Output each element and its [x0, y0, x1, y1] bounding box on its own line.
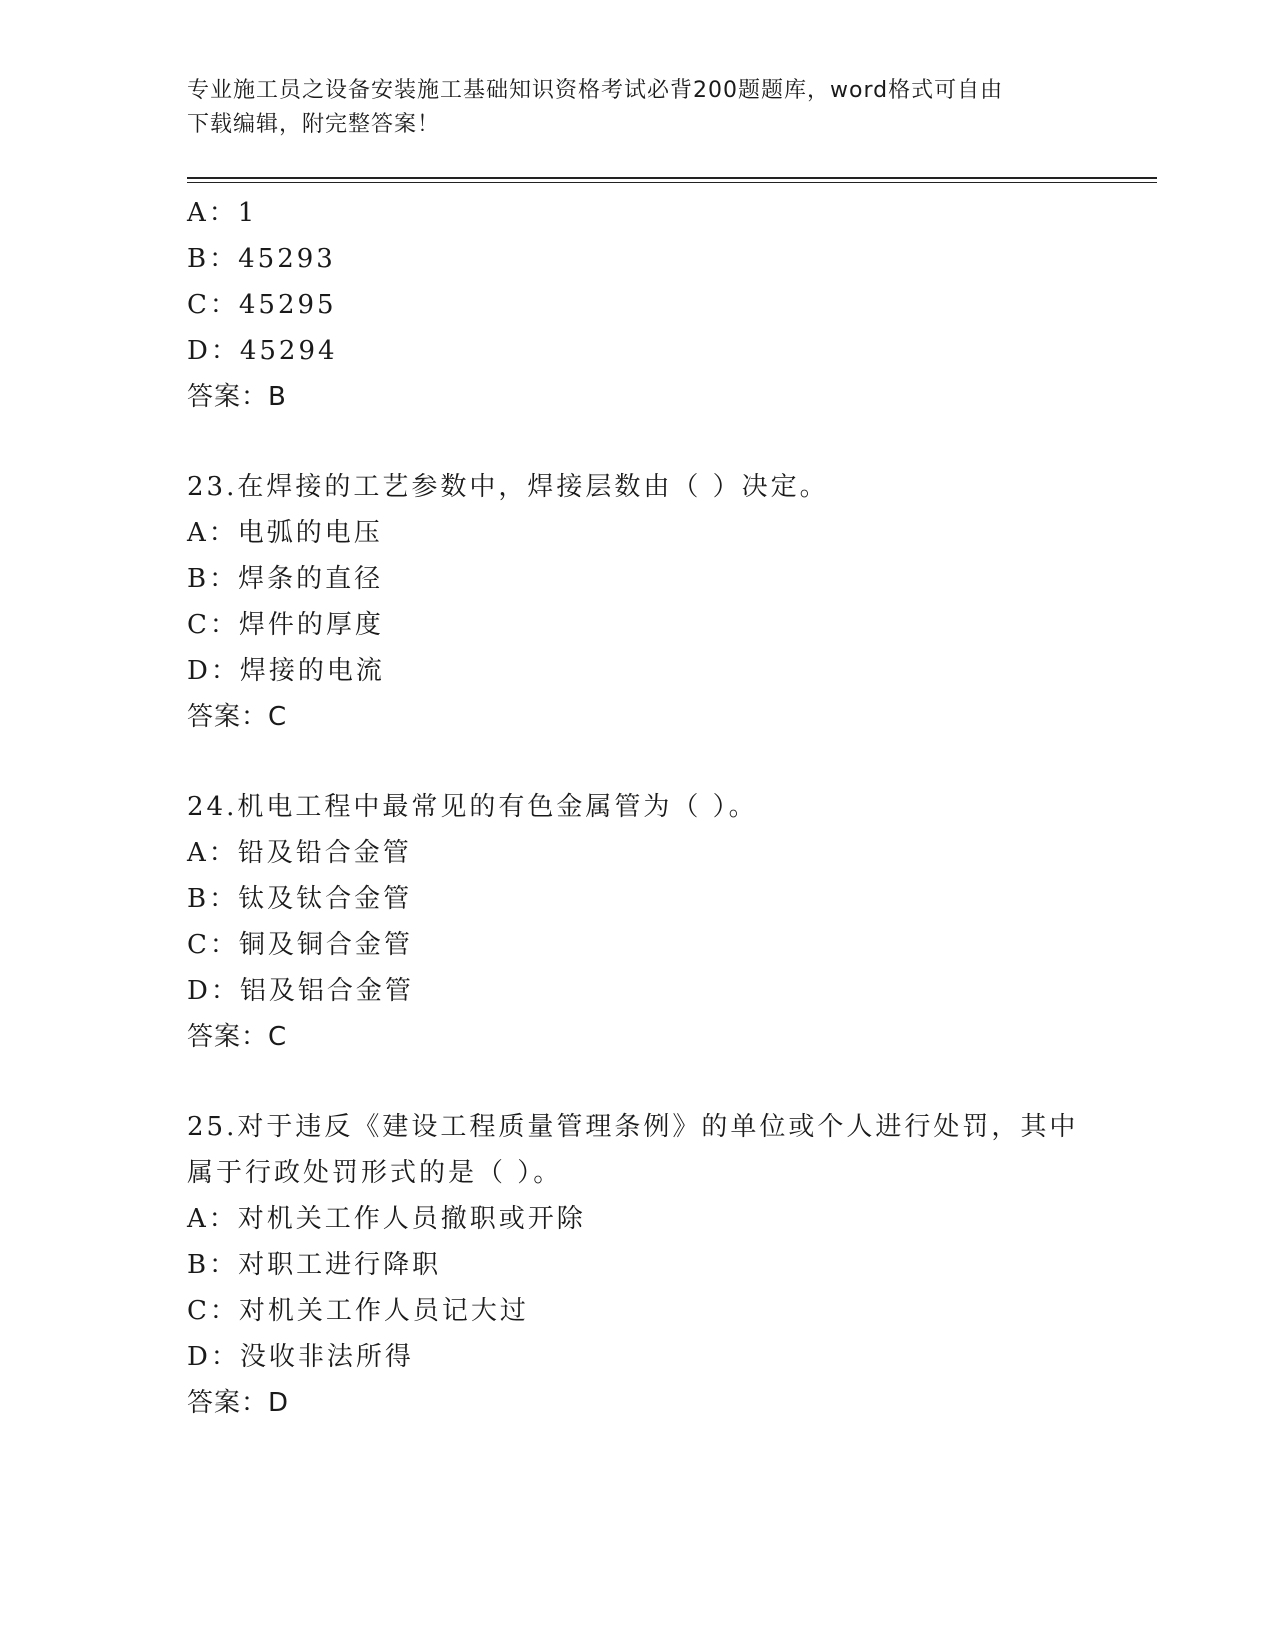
option-a: A：铅及铅合金管 [187, 838, 412, 868]
answer: 答案：C [187, 702, 288, 732]
question-stem-line-2: 属于行政处罚形式的是（ ）。 [187, 1158, 563, 1188]
option-a: A：1 [187, 198, 258, 228]
option-d: D：没收非法所得 [187, 1342, 414, 1372]
option-c: C：铜及铜合金管 [187, 930, 413, 960]
option-b: B：对职工进行降职 [187, 1250, 442, 1280]
question-stem: 23.在焊接的工艺参数中，焊接层数由（ ）决定。 [187, 472, 829, 502]
header-divider [187, 177, 1157, 179]
question-24 [187, 784, 1087, 1060]
document-header [187, 74, 1087, 142]
option-c: C：焊件的厚度 [187, 610, 384, 640]
answer: 答案：B [187, 382, 287, 412]
option-c: C：45295 [187, 290, 337, 320]
question-23 [187, 464, 1087, 740]
question-list [187, 190, 1087, 1426]
header-title-line-2: 下载编辑，附完整答案！ [187, 112, 441, 137]
option-b: B：45293 [187, 244, 336, 274]
header-title-line-1: 专业施工员之设备安装施工基础知识资格考试必背200题题库，word格式可自由 [187, 78, 1004, 103]
option-a: A：电弧的电压 [187, 518, 383, 548]
option-d: D：焊接的电流 [187, 656, 385, 686]
option-d: D：铝及铝合金管 [187, 976, 414, 1006]
answer: 答案：D [187, 1388, 290, 1418]
option-c: C：对机关工作人员记大过 [187, 1296, 529, 1326]
header-divider-thin [187, 182, 1157, 183]
option-d: D：45294 [187, 336, 338, 366]
option-b: B：焊条的直径 [187, 564, 384, 594]
question-stem-line-1: 25.对于违反《建设工程质量管理条例》的单位或个人进行处罚，其中 [187, 1112, 1079, 1142]
answer: 答案：C [187, 1022, 288, 1052]
option-b: B：钛及钛合金管 [187, 884, 413, 914]
option-a: A：对机关工作人员撤职或开除 [187, 1204, 586, 1234]
question-stem: 24.机电工程中最常见的有色金属管为（ ）。 [187, 792, 758, 822]
question-22 [187, 190, 1087, 420]
question-25 [187, 1104, 1087, 1426]
